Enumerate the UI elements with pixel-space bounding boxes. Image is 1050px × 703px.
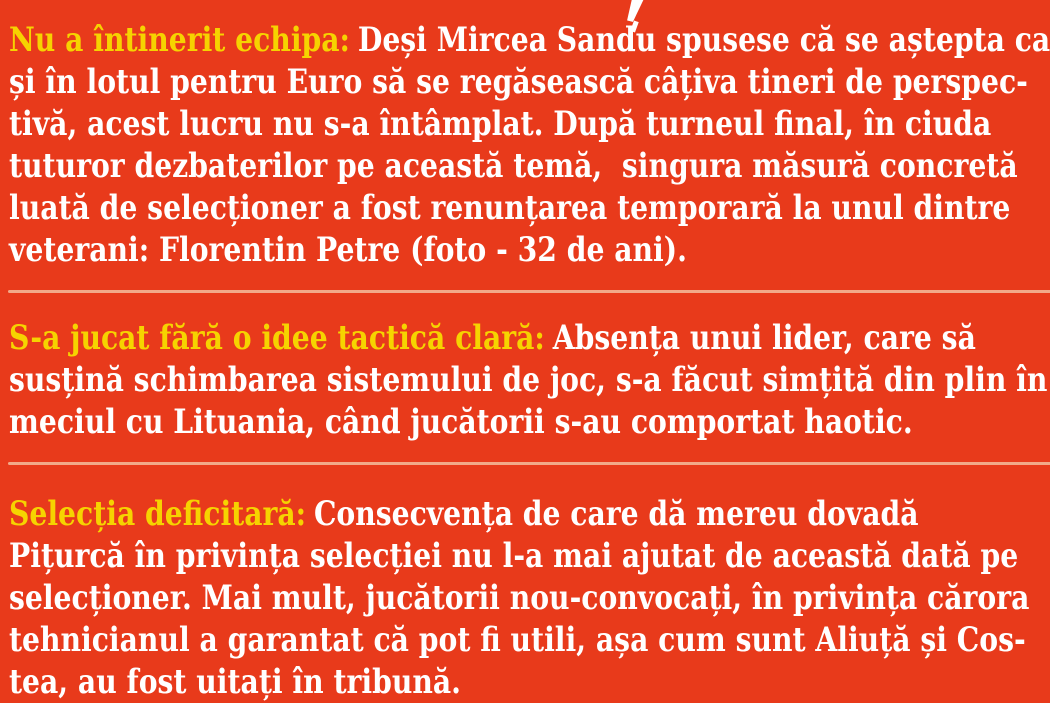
body-line	[9, 19, 1050, 61]
body-line	[9, 493, 919, 535]
body-line: tea, au fost uitați în tribună.	[9, 662, 461, 702]
body-line	[9, 317, 976, 359]
body-text: Absența unui lider, care să	[552, 318, 976, 358]
body-line: tehnicianul a garantat că pot fi utili, așa cum sunt Aliuță și Cos-	[9, 620, 1026, 660]
section-heading: Selecția deficitară:	[9, 494, 307, 534]
section-divider	[8, 290, 1050, 293]
body-line: Pițurcă în privința selecției nu l-a mai ajutat de această dată pe	[9, 536, 1019, 576]
section-heading: Nu a întinerit echipa:	[9, 20, 350, 60]
section-divider	[8, 462, 1050, 465]
body-line: luată de selecționer a fost renunțarea temporară la unul dintre	[9, 188, 1011, 228]
body-text: Consecvența de care dă mereu dovadă	[313, 494, 919, 534]
article-section	[9, 493, 1050, 703]
body-line: tuturor dezbaterilor pe această temă, singura măsură concretă	[9, 146, 1018, 186]
section-heading: S-a jucat fără o idee tactică clară:	[9, 318, 545, 358]
body-line: tivă, acest lucru nu s-a întâmplat. După turneul final, în ciuda	[9, 104, 992, 144]
body-text: Deși Mircea Sandu spusese că se aștepta ca	[357, 20, 1050, 60]
article-section	[9, 19, 1050, 271]
body-line: susțină schimbarea sistemului de joc, s-a făcut simțită din plin în	[9, 360, 1048, 400]
body-line: meciul cu Lituania, când jucătorii s-au comportat haotic.	[9, 402, 913, 442]
body-line: selecționer. Mai mult, jucătorii nou-convocați, în privința cărora	[9, 578, 1030, 618]
article-section	[9, 317, 1050, 443]
body-line: veterani: Florentin Petre (foto - 32 de ani).	[9, 230, 687, 270]
body-line: și în lotul pentru Euro să se regăsească câțiva tineri de perspec-	[9, 62, 1028, 102]
